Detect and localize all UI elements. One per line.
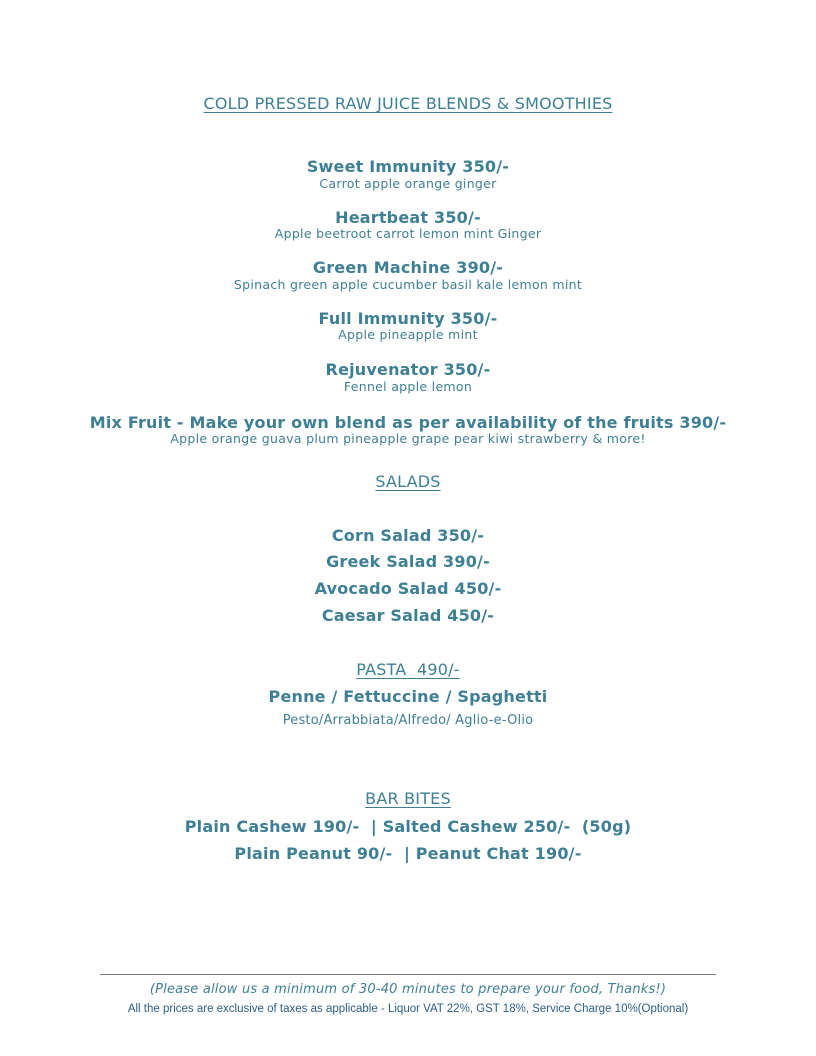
juice-item-desc: Fennel apple lemon — [343, 379, 473, 394]
juices-section-title: COLD PRESSED RAW JUICE BLENDS & SMOOTHIES — [203, 94, 613, 113]
salads-section-title: SALADS — [375, 472, 441, 491]
pasta-sauces: Pesto/Arrabbiata/Alfredo/ Aglio-e-Olio — [282, 713, 534, 728]
juice-item-desc: Apple beetroot carrot lemon mint Ginger — [274, 226, 542, 241]
juice-item-name: Mix Fruit - Make your own blend as per availability of the fruits 390/- — [89, 413, 727, 432]
pasta-section-title: PASTA 490/- — [356, 660, 460, 679]
pasta-types: Penne / Fettuccine / Spaghetti — [268, 687, 548, 706]
salad-item: Greek Salad 390/- — [326, 552, 490, 571]
juice-item-desc: Spinach green apple cucumber basil kale lemon mint — [233, 277, 583, 292]
juice-item-name: Heartbeat 350/- — [335, 208, 481, 227]
bar-bites-line: Plain Cashew 190/- | Salted Cashew 250/- (50g) — [184, 817, 632, 836]
juice-item-desc: Carrot apple orange ginger — [319, 176, 497, 191]
salad-item: Corn Salad 350/- — [331, 526, 485, 545]
juice-item-name: Rejuvenator 350/- — [325, 360, 491, 379]
juice-item-desc: Apple orange guava plum pineapple grape pear kiwi strawberry & more! — [170, 431, 646, 446]
juice-item-name: Full Immunity 350/- — [318, 309, 498, 328]
juice-item-name: Sweet Immunity 350/- — [306, 157, 510, 176]
preparation-note: (Please allow us a minimum of 30-40 minutes to prepare your food, Thanks!) — [149, 982, 667, 997]
tax-note: All the prices are exclusive of taxes as applicable - Liquor VAT 22%, GST 18%, Service Charge 10%(Optional) — [127, 1003, 689, 1015]
juice-item-name: Green Machine 390/- — [312, 258, 504, 277]
bar-bites-line: Plain Peanut 90/- | Peanut Chat 190/- — [234, 844, 582, 863]
salad-item: Avocado Salad 450/- — [314, 579, 502, 598]
footer-divider — [100, 974, 716, 975]
bar-bites-section-title: BAR BITES — [365, 789, 451, 808]
juice-item-desc: Apple pineapple mint — [338, 327, 478, 342]
salad-item: Caesar Salad 450/- — [321, 606, 495, 625]
